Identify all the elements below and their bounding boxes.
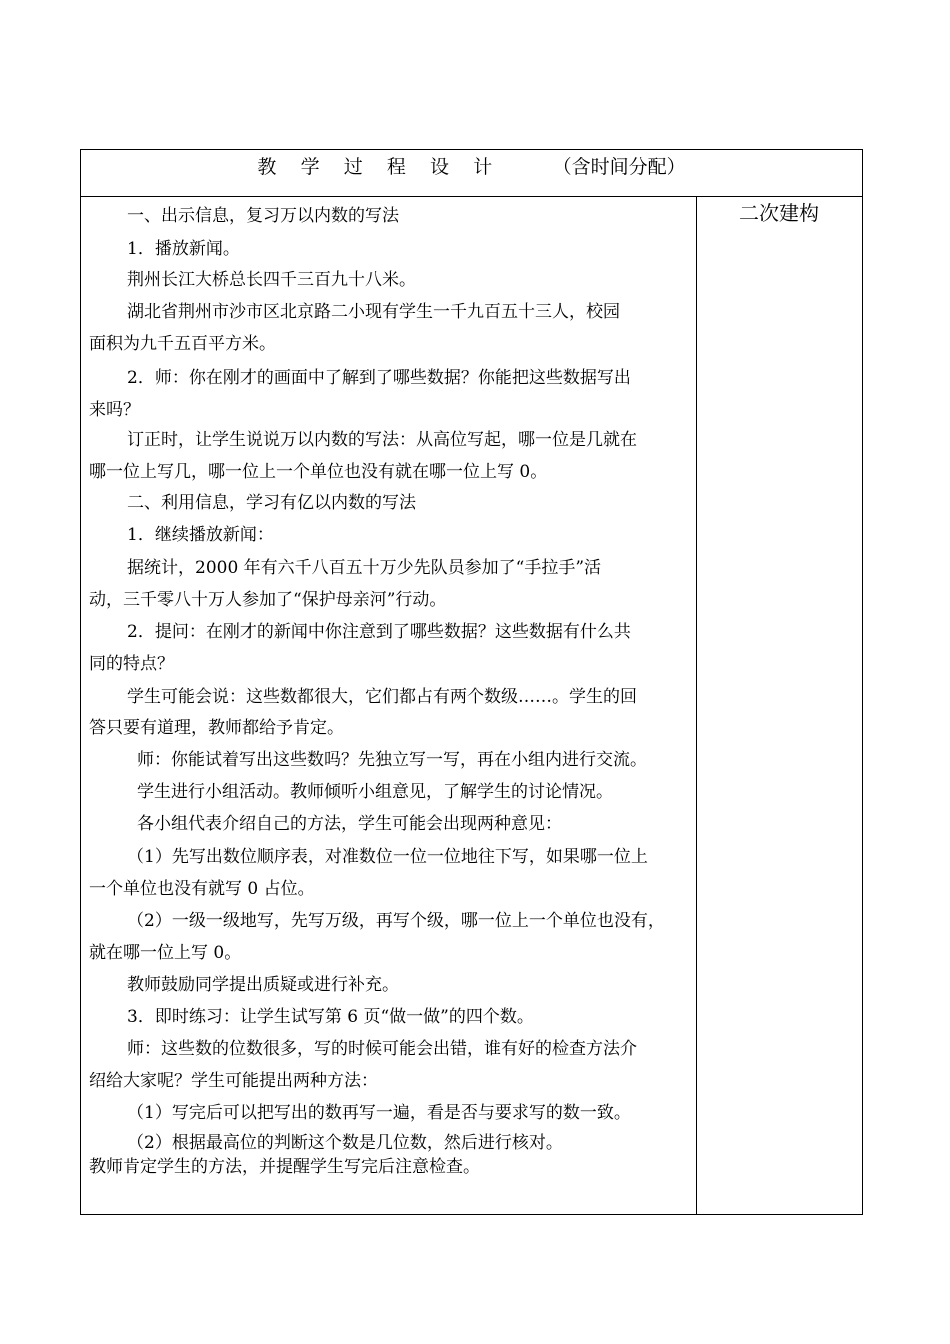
text-line: 哪一位上写几，哪一位上一个单位也没有就在哪一位上写 0。 <box>89 462 548 482</box>
secondary-construction-label: 二次建构 <box>739 201 819 225</box>
text-line: 动，三千零八十万人参加了“保护母亲河”行动。 <box>89 590 447 610</box>
text-line: （1）写完后可以把写出的数再写一遍，看是否与要求写的数一致。 <box>127 1103 631 1123</box>
text-line: 学生可能会说：这些数都很大，它们都占有两个数级……。学生的回 <box>127 687 637 707</box>
text-line: 2．师：你在刚才的画面中了解到了哪些数据？你能把这些数据写出 <box>127 368 631 388</box>
text-line: 一个单位也没有就写 0 占位。 <box>89 879 315 899</box>
text-line: 师：这些数的位数很多，写的时候可能会出错，谁有好的检查方法介 <box>127 1039 637 1059</box>
text-line: 绍给大家呢？学生可能提出两种方法： <box>89 1071 378 1091</box>
text-line: 据统计，2000 年有六千八百五十万少先队员参加了“手拉手”活 <box>127 558 602 578</box>
lesson-plan-table <box>80 149 863 1215</box>
text-line: 3．即时练习：让学生试写第 6 页“做一做”的四个数。 <box>127 1007 534 1027</box>
text-line: （1）先写出数位顺序表，对准数位一位一位地往下写，如果哪一位上 <box>127 847 648 867</box>
table-header-row <box>81 150 862 197</box>
text-line: （2）一级一级地写，先写万级，再写个级，哪一位上一个单位也没有， <box>127 911 665 931</box>
text-line: 2．提问：在刚才的新闻中你注意到了哪些数据？这些数据有什么共 <box>127 622 631 642</box>
text-line: 订正时，让学生说说万以内数的写法：从高位写起，哪一位是几就在 <box>127 430 637 450</box>
text-line: 1．播放新闻。 <box>127 239 240 259</box>
text-line: 来吗？ <box>89 400 140 420</box>
text-line: 学生进行小组活动。教师倾听小组意见，了解学生的讨论情况。 <box>137 782 613 802</box>
table-header-title: 教 学 过 程 设 计 （含时间分配） <box>257 156 686 178</box>
text-line: 师：你能试着写出这些数吗？先独立写一写，再在小组内进行交流。 <box>137 750 647 770</box>
text-line: 湖北省荆州市沙市区北京路二小现有学生一千九百五十三人，校园 <box>127 302 620 322</box>
text-line: 一、出示信息，复习万以内数的写法 <box>127 206 399 226</box>
text-line: 面积为九千五百平方米。 <box>89 334 276 354</box>
text-line: 同的特点？ <box>89 654 174 674</box>
text-line: 各小组代表介绍自己的方法，学生可能会出现两种意见： <box>137 814 562 834</box>
text-line: 教师鼓励同学提出质疑或进行补充。 <box>127 975 399 995</box>
column-divider <box>696 197 697 1214</box>
text-line: 二、利用信息，学习有亿以内数的写法 <box>127 493 416 513</box>
text-line: 就在哪一位上写 0。 <box>89 943 242 963</box>
text-line: （2）根据最高位的判断这个数是几位数，然后进行核对。 <box>127 1133 563 1153</box>
text-line: 教师肯定学生的方法，并提醒学生写完后注意检查。 <box>89 1157 480 1177</box>
text-line: 1．继续播放新闻： <box>127 525 274 545</box>
text-line: 荆州长江大桥总长四千三百九十八米。 <box>127 270 416 290</box>
text-line: 答只要有道理，教师都给予肯定。 <box>89 718 344 738</box>
